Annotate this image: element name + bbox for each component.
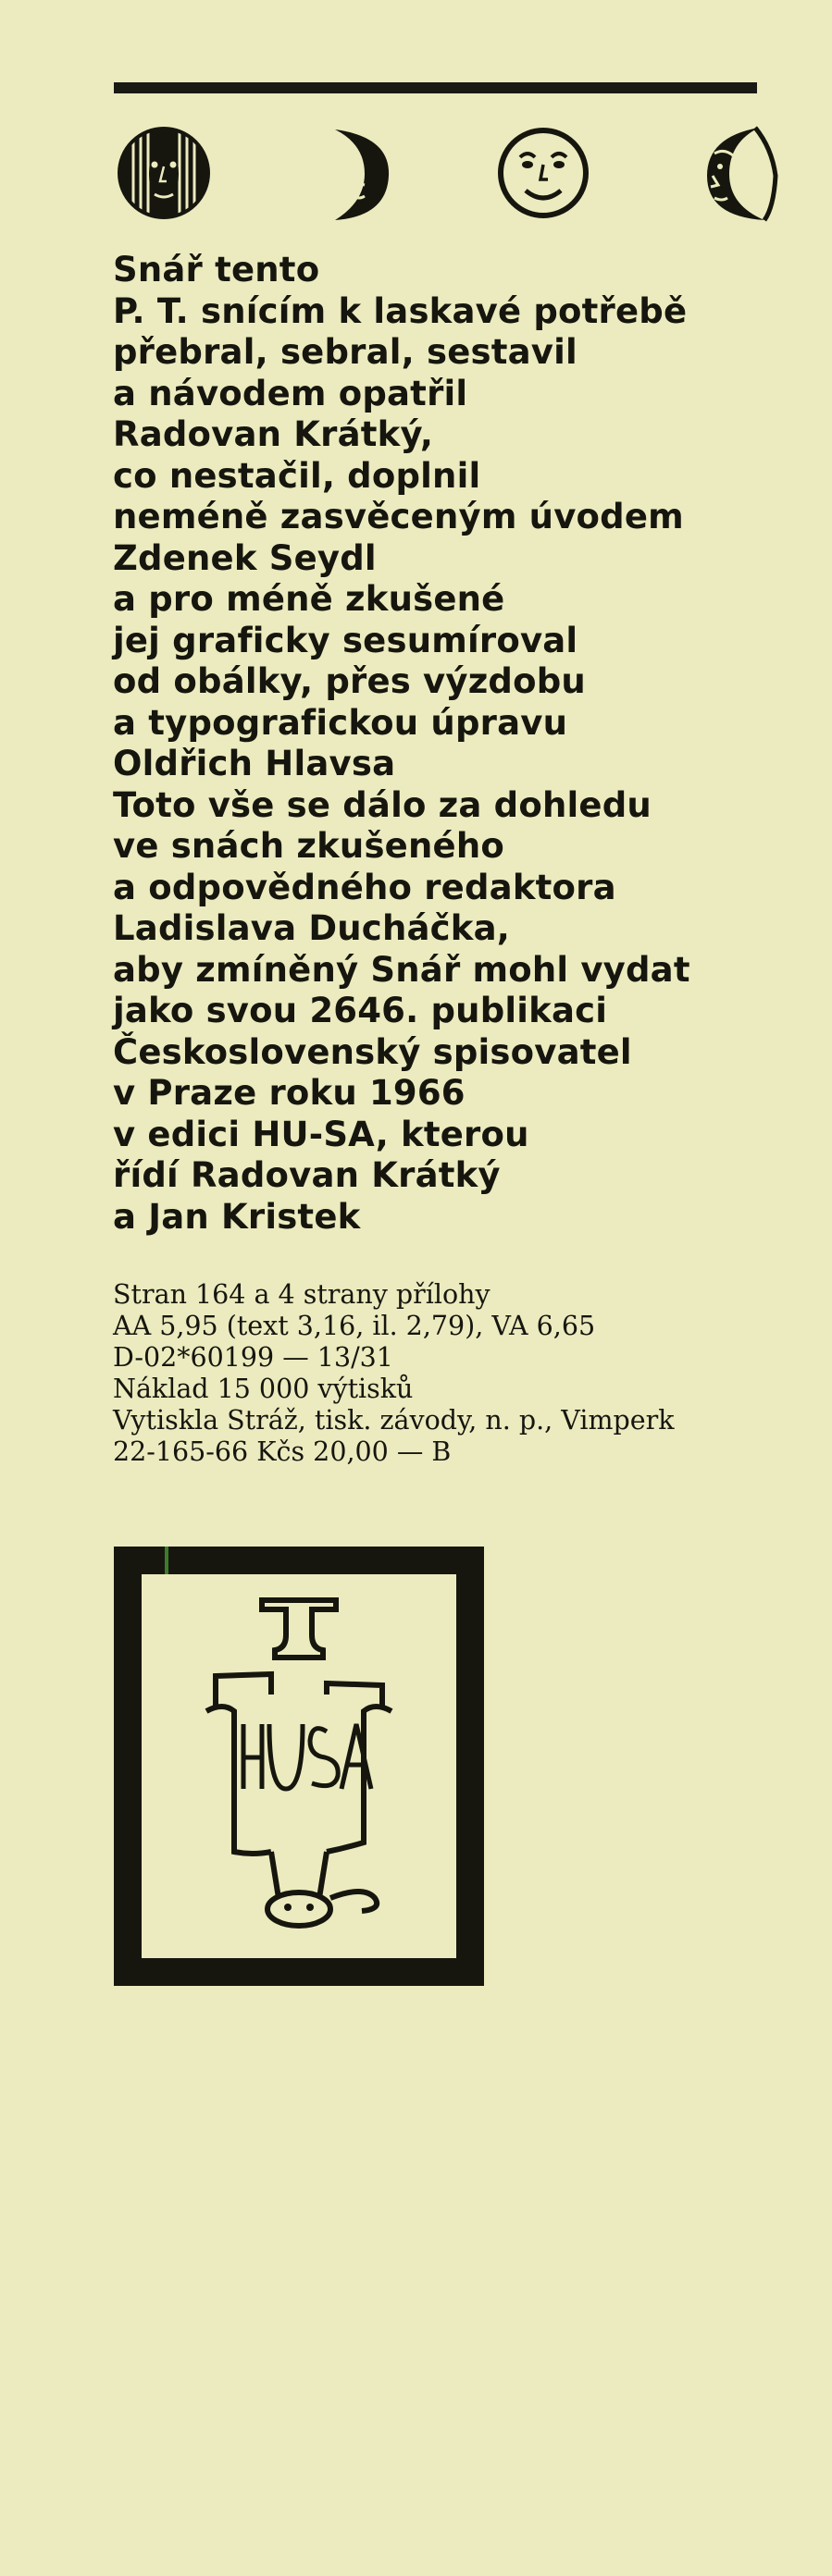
imprint-line: 22-165-66 Kčs 20,00 — B [113, 1436, 452, 1467]
colophon-line: a typografickou úpravu [113, 702, 568, 743]
imprint-line: Vytiskla Stráž, tisk. závody, n. p., Vimperk [113, 1405, 675, 1436]
colophon-line: Ladislava Ducháčka, [113, 908, 511, 948]
imprint-line: D-02*60199 — 13/31 [113, 1342, 393, 1373]
colophon-line: co nestačil, doplnil [113, 455, 481, 496]
colophon-line: a pro méně zkušené [113, 579, 505, 619]
striped-sun-face-icon [113, 120, 215, 227]
imprint-line: Náklad 15 000 výtisků [113, 1374, 414, 1404]
ornate-crescent-moon-icon [687, 120, 789, 227]
imprint-line: AA 5,95 (text 3,16, il. 2,79), VA 6,65 [113, 1311, 596, 1341]
imprint-line: Stran 164 a 4 strany přílohy [113, 1279, 491, 1310]
colophon-line: Oldřich Hlavsa [113, 744, 396, 783]
imprint-block [113, 1279, 761, 1468]
colophon-line: ve snách zkušeného [113, 826, 504, 866]
colophon-line: jako svou 2646. publikaci [113, 991, 608, 1030]
colophon-line: a odpovědného redaktora [113, 867, 616, 907]
colophon-line: Snář tento [113, 250, 320, 290]
colophon-line: od obálky, přes výzdobu [113, 661, 586, 701]
colophon-line: v Praze roku 1966 [113, 1073, 466, 1113]
colophon-line: v edici HU-SA, kterou [113, 1114, 529, 1154]
colophon-text [113, 250, 761, 1238]
smiling-sun-face-icon [492, 120, 594, 227]
colophon-line: Zdenek Seydl [113, 537, 377, 578]
colophon-line: aby zmíněný Snář mohl vydat [113, 949, 690, 990]
colophon-line: jej graficky sesumíroval [113, 620, 578, 660]
colophon-line: neméně zasvěceným úvodem [113, 497, 684, 536]
colophon-line: a Jan Kristek [113, 1196, 361, 1237]
colophon-line: Toto vše se dálo za dohledu [113, 784, 652, 825]
colophon-line: přebral, sebral, sestavil [113, 332, 577, 372]
top-rule-divider [114, 82, 757, 93]
colophon-line: řídí Radovan Krátký [113, 1155, 501, 1195]
colophon-line: P. T. snícím k laskavé potřebě [113, 290, 688, 331]
husa-edition-emblem [114, 1547, 484, 1986]
colophon-line: Radovan Krátký, [113, 414, 434, 454]
crescent-moon-face-icon [307, 120, 409, 227]
colophon-line: Československý spisovatel [113, 1031, 632, 1072]
colophon-line: a návodem opatřil [113, 373, 468, 413]
symbol-row [113, 120, 770, 231]
